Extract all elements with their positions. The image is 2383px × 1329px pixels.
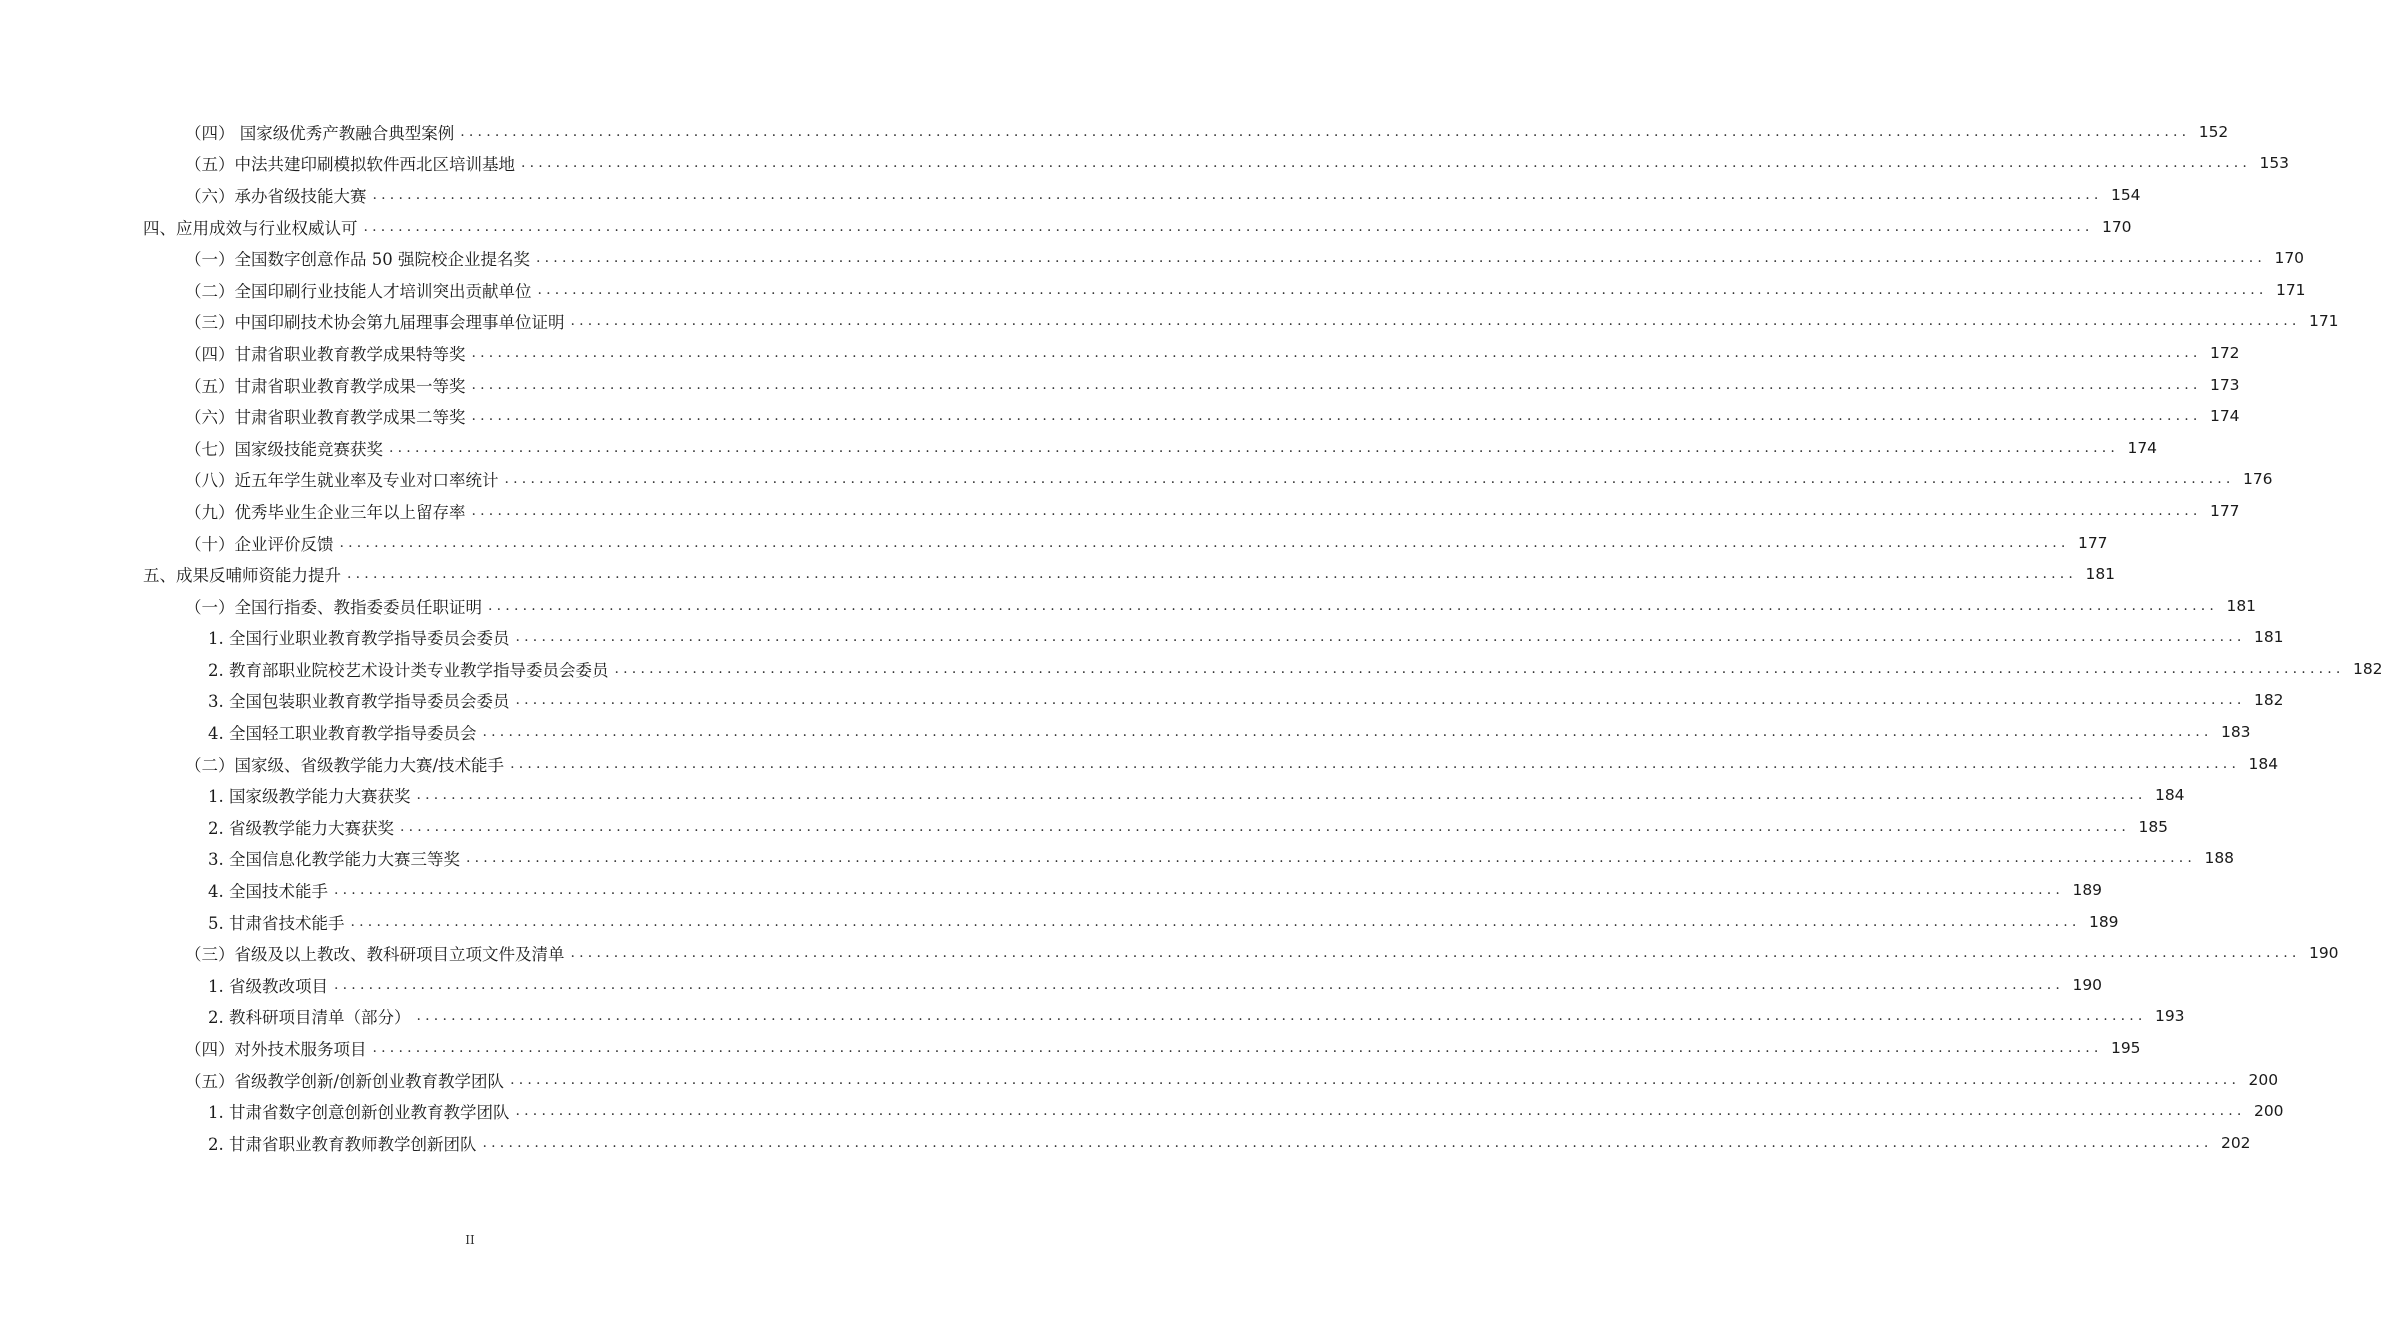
toc-dot-leader: ........................................................................................................................................................................................................: [515, 629, 2246, 646]
toc-entry[interactable]: [0, 685, 2284, 717]
toc-entry-title: 4. 全国轻工职业教育教学指导委员会: [208, 724, 477, 744]
toc-entry-page: 181: [2226, 596, 2257, 615]
toc-entry-title: （六）承办省级技能大赛: [185, 186, 367, 206]
toc-entry-title: （五）甘肃省职业教育教学成果一等奖: [185, 376, 466, 396]
toc-entry-title: 2. 教育部职业院校艺术设计类专业教学指导委员会委员: [208, 660, 609, 680]
toc-dot-leader: ........................................................................................................................................................................................................: [570, 945, 2301, 962]
toc-entry-page: 177: [2209, 501, 2240, 520]
toc-entry-title: （一）全国行指委、教指委委员任职证明: [185, 597, 482, 617]
toc-entry-page: 200: [2253, 1102, 2284, 1121]
toc-entry-title: （六）甘肃省职业教育教学成果二等奖: [185, 408, 466, 428]
toc-dot-leader: ........................................................................................................................................................................................................: [350, 913, 2081, 930]
toc-dot-leader: ........................................................................................................................................................................................................: [363, 218, 2094, 235]
toc-entry-page: 189: [2072, 881, 2103, 900]
toc-entry[interactable]: [0, 843, 2235, 875]
toc-entry[interactable]: [0, 779, 2185, 811]
toc-entry-title: （五）省级教学创新/创新创业教育教学团队: [185, 1071, 505, 1091]
toc-entry-page: 202: [2220, 1133, 2251, 1152]
toc-entry-page: 200: [2248, 1070, 2279, 1089]
toc-entry[interactable]: [0, 748, 2279, 780]
toc-entry[interactable]: [0, 527, 2108, 559]
toc-entry-page: 182: [2352, 659, 2383, 678]
toc-entry[interactable]: [0, 1127, 2251, 1159]
toc-dot-leader: ........................................................................................................................................................................................................: [471, 376, 2202, 393]
toc-entry-page: 172: [2209, 343, 2240, 362]
toc-dot-leader: ........................................................................................................................................................................................................: [471, 502, 2202, 519]
toc-entry-title: 5. 甘肃省技术能手: [208, 913, 345, 933]
toc-entry-title: 2. 教科研项目清单（部分）: [208, 1008, 411, 1028]
toc-entry-title: （八）近五年学生就业率及专业对口率统计: [185, 471, 499, 491]
toc-dot-leader: ........................................................................................................................................................................................................: [515, 1103, 2246, 1120]
toc-entry[interactable]: [0, 969, 2103, 1001]
toc-entry-title: 四、应用成效与行业权威认可: [143, 218, 358, 238]
toc-entry-title: （三）中国印刷技术协会第九届理事会理事单位证明: [185, 313, 565, 333]
toc-dot-leader: ........................................................................................................................................................................................................: [416, 787, 2147, 804]
toc-dot-leader: ........................................................................................................................................................................................................: [334, 882, 2065, 899]
toc-entry-page: 188: [2204, 849, 2235, 868]
toc-entry-title: 2. 省级教学能力大赛获奖: [208, 818, 394, 838]
toc-entry-page: 174: [2127, 438, 2158, 457]
toc-entry-page: 170: [2274, 249, 2305, 268]
toc-dot-leader: ........................................................................................................................................................................................................: [510, 755, 2241, 772]
toc-entry-title: 1. 甘肃省数字创意创新创业教育教学团队: [208, 1103, 510, 1123]
toc-entry[interactable]: [0, 716, 2251, 748]
toc-entry-page: 177: [2077, 533, 2108, 552]
toc-entry-title: （一）全国数字创意作品 50 强院校企业提名奖: [185, 250, 530, 270]
toc-entry-page: 195: [2110, 1039, 2141, 1058]
toc-entry[interactable]: [0, 179, 2141, 211]
toc-entry-title: 2. 甘肃省职业教育教师教学创新团队: [208, 1134, 477, 1154]
toc-entry-title: 4. 全国技术能手: [208, 882, 328, 902]
toc-entry-page: 173: [2209, 375, 2240, 394]
toc-dot-leader: ........................................................................................................................................................................................................: [339, 534, 2070, 551]
toc-entry[interactable]: [0, 1095, 2284, 1127]
toc-entry-title: 3. 全国包装职业教育教学指导委员会委员: [208, 692, 510, 712]
toc-dot-leader: ........................................................................................................................................................................................................: [400, 818, 2131, 835]
toc-dot-leader: ........................................................................................................................................................................................................: [334, 976, 2065, 993]
toc-entry-title: （四）甘肃省职业教育教学成果特等奖: [185, 344, 466, 364]
toc-entry-page: 152: [2198, 122, 2229, 141]
toc-entry[interactable]: [0, 622, 2284, 654]
toc-entry-title: 3. 全国信息化教学能力大赛三等奖: [208, 850, 460, 870]
toc-dot-leader: ........................................................................................................................................................................................................: [570, 313, 2301, 330]
toc-entry-page: 171: [2308, 312, 2339, 331]
toc-entry[interactable]: [0, 148, 2290, 180]
toc-dot-leader: ........................................................................................................................................................................................................: [372, 186, 2103, 203]
toc-entry[interactable]: [0, 495, 2240, 527]
toc-entry-page: 153: [2259, 154, 2290, 173]
toc-entry-page: 181: [2253, 628, 2284, 647]
toc-dot-leader: ........................................................................................................................................................................................................: [347, 566, 2078, 583]
toc-dot-leader: ........................................................................................................................................................................................................: [536, 250, 2267, 267]
toc-entry-page: 184: [2248, 754, 2279, 773]
toc-entry-title: （二）国家级、省级教学能力大赛/技术能手: [185, 755, 505, 775]
toc-entry-title: 1. 全国行业职业教育教学指导委员会委员: [208, 629, 510, 649]
toc-entry[interactable]: [0, 558, 2116, 590]
toc-entry-title: （九）优秀毕业生企业三年以上留存率: [185, 502, 466, 522]
toc-entry[interactable]: [0, 337, 2240, 369]
toc-dot-leader: ........................................................................................................................................................................................................: [614, 660, 2345, 677]
toc-dot-leader: ........................................................................................................................................................................................................: [510, 1071, 2241, 1088]
toc-entry[interactable]: [0, 906, 2119, 938]
toc-dot-leader: ........................................................................................................................................................................................................: [372, 1040, 2103, 1057]
toc-entry[interactable]: [0, 464, 2273, 496]
toc-entry[interactable]: [0, 874, 2103, 906]
toc-dot-leader: ........................................................................................................................................................................................................: [471, 344, 2202, 361]
toc-entry-title: 1. 国家级教学能力大赛获奖: [208, 787, 411, 807]
toc-entry-page: 183: [2220, 723, 2251, 742]
toc-entry[interactable]: [0, 1032, 2141, 1064]
page-number: II: [465, 1233, 475, 1247]
toc-entry[interactable]: [0, 432, 2158, 464]
toc-entry-title: （四）对外技术服务项目: [185, 1040, 367, 1060]
toc-entry-page: 190: [2072, 975, 2103, 994]
toc-entry-page: 189: [2088, 912, 2119, 931]
toc-entry-title: （五）中法共建印刷模拟软件西北区培训基地: [185, 155, 515, 175]
toc-entry[interactable]: [0, 242, 2305, 274]
toc-entry-page: 182: [2253, 691, 2284, 710]
toc-entry-title: （三）省级及以上教改、教科研项目立项文件及清单: [185, 945, 565, 965]
toc-entry-page: 170: [2101, 217, 2132, 236]
toc-dot-leader: ........................................................................................................................................................................................................: [482, 724, 2213, 741]
toc-entry[interactable]: [0, 1001, 2185, 1033]
toc-dot-leader: ........................................................................................................................................................................................................: [416, 1008, 2147, 1025]
toc-entry-page: 171: [2275, 280, 2306, 299]
toc-entry[interactable]: [0, 274, 2306, 306]
toc-entry-page: 176: [2242, 470, 2273, 489]
toc-dot-leader: ........................................................................................................................................................................................................: [466, 850, 2197, 867]
toc-entry[interactable]: [0, 211, 2132, 243]
toc-entry-page: 190: [2308, 944, 2339, 963]
toc-entry[interactable]: [0, 1064, 2279, 1096]
toc-entry[interactable]: [0, 937, 2339, 969]
toc-entry-title: （十）企业评价反馈: [185, 534, 334, 554]
toc-entry-title: 五、成果反哺师资能力提升: [143, 566, 341, 586]
toc-dot-leader: ........................................................................................................................................................................................................: [471, 408, 2202, 425]
toc-entry-title: （四） 国家级优秀产教融合典型案例: [185, 123, 455, 143]
toc-dot-leader: ........................................................................................................................................................................................................: [504, 471, 2235, 488]
toc-dot-leader: ........................................................................................................................................................................................................: [488, 597, 2219, 614]
toc-entry[interactable]: [0, 306, 2339, 338]
toc-dot-leader: ........................................................................................................................................................................................................: [482, 1134, 2213, 1151]
table-of-contents: [0, 116, 2383, 1159]
toc-entry-title: （七）国家级技能竞赛获奖: [185, 439, 383, 459]
toc-entry-title: （二）全国印刷行业技能人才培训突出贡献单位: [185, 281, 532, 301]
toc-entry[interactable]: [0, 116, 2229, 148]
toc-entry-page: 174: [2209, 407, 2240, 426]
toc-entry-page: 193: [2154, 1007, 2185, 1026]
toc-entry-page: 185: [2138, 817, 2169, 836]
toc-dot-leader: ........................................................................................................................................................................................................: [460, 123, 2191, 140]
toc-entry[interactable]: [0, 653, 2383, 685]
toc-entry-page: 181: [2085, 565, 2116, 584]
toc-entry-page: 184: [2154, 786, 2185, 805]
toc-entry[interactable]: [0, 369, 2240, 401]
toc-entry[interactable]: [0, 811, 2169, 843]
toc-entry-title: 1. 省级教改项目: [208, 976, 328, 996]
toc-entry-page: 154: [2110, 185, 2141, 204]
toc-dot-leader: ........................................................................................................................................................................................................: [515, 692, 2246, 709]
toc-dot-leader: ........................................................................................................................................................................................................: [521, 155, 2252, 172]
toc-dot-leader: ........................................................................................................................................................................................................: [537, 281, 2268, 298]
toc-dot-leader: ........................................................................................................................................................................................................: [389, 439, 2120, 456]
toc-entry[interactable]: [0, 590, 2257, 622]
toc-entry[interactable]: [0, 400, 2240, 432]
